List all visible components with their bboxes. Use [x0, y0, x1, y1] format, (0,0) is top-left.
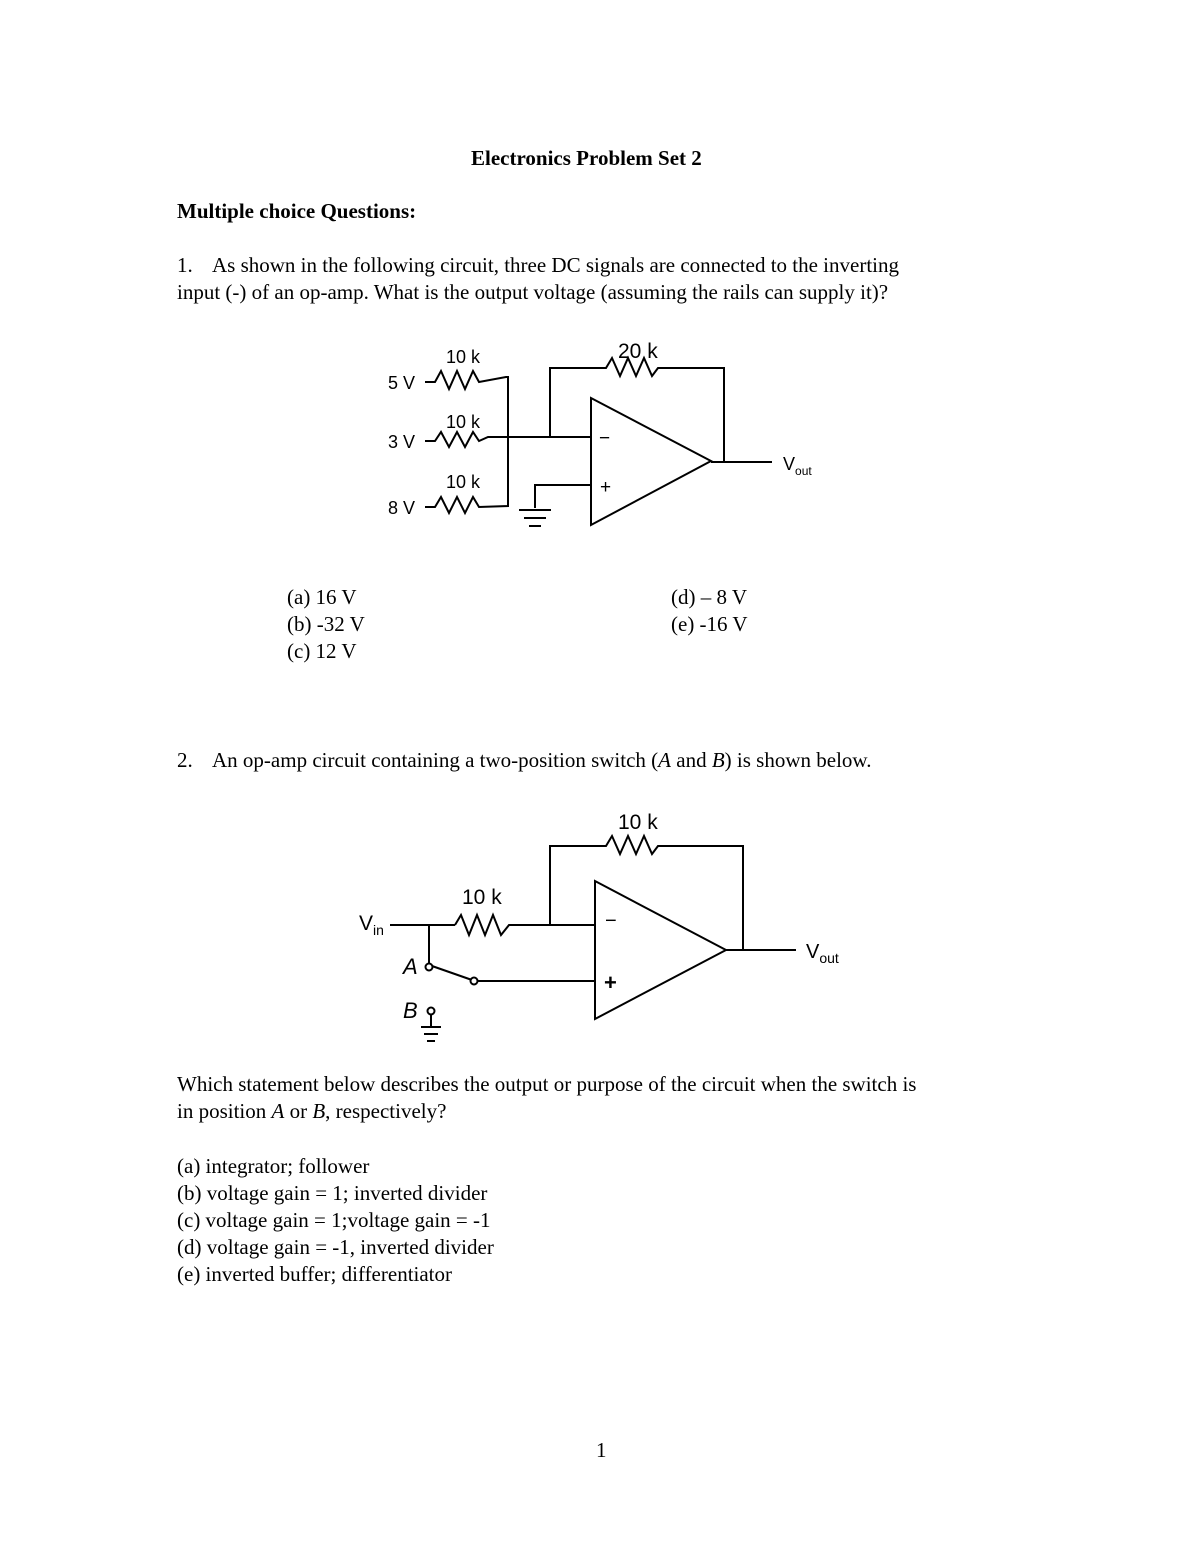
q2-rin-label: 10 k [462, 886, 502, 909]
q2-plus-sign: + [604, 970, 617, 995]
q1-rf-label: 20 k [618, 340, 658, 363]
q2-minus-sign: − [605, 910, 617, 932]
q2-text: An op-amp circuit containing a two-position switch (A and B) is shown below. [212, 748, 872, 772]
q2-option-e[interactable]: (e) inverted buffer; differentiator [177, 1262, 453, 1286]
q2-op-amp [595, 881, 726, 1019]
section-heading: Multiple choice Questions: [177, 199, 417, 223]
q2-feedback-resistor [550, 836, 743, 950]
q1-v1-label: 5 V [388, 373, 416, 393]
q2-input-resistor [455, 915, 550, 935]
q2-switch-b-label: B [403, 998, 418, 1023]
q2-question-line2: in position A or B, respectively? [177, 1099, 447, 1123]
page-number: 1 [596, 1438, 607, 1462]
q2-switch-a-label: A [403, 954, 418, 979]
q1-vout-label: $V_{out}$ [783, 454, 812, 478]
q1-v2-label: 3 V [388, 432, 416, 452]
q1-minus-sign: − [599, 428, 611, 449]
q2-ground-symbol [421, 1027, 441, 1041]
q1-option-d[interactable]: (d) – 8 V [671, 585, 748, 609]
q2-vin-label: $V_{in}$ [359, 912, 384, 938]
q2-number: 2. [177, 748, 193, 772]
q2-vout-label: $V_{out}$ [806, 941, 839, 966]
q2-option-c[interactable]: (c) voltage gain = 1;voltage gain = -1 [177, 1208, 491, 1232]
q2-option-d[interactable]: (d) voltage gain = -1, inverted divider [177, 1235, 494, 1259]
q2-rf-label: 10 k [618, 811, 658, 834]
q1-r2-label: 10 k [446, 412, 481, 432]
q1-option-a[interactable]: (a) 16 V [287, 585, 357, 609]
q1-option-e[interactable]: (e) -16 V [671, 612, 748, 636]
q1-number: 1. [177, 253, 193, 277]
q2-option-b[interactable]: (b) voltage gain = 1; inverted divider [177, 1181, 488, 1205]
q1-v3-label: 8 V [388, 498, 416, 518]
q2-question-line1: Which statement below describes the output or purpose of the circuit when the switch is [177, 1072, 917, 1096]
q2-switch[interactable] [426, 964, 478, 985]
q1-r3-label: 10 k [446, 472, 481, 492]
q1-plus-sign: + [600, 477, 612, 498]
q1-option-c[interactable]: (c) 12 V [287, 639, 357, 663]
q1-text-line1: As shown in the following circuit, three DC signals are connected to the inverting [212, 253, 900, 277]
page-title: Electronics Problem Set 2 [471, 146, 702, 170]
q1-option-b[interactable]: (b) -32 V [287, 612, 365, 636]
q1-r1-label: 10 k [446, 347, 481, 367]
q1-text-line2: input (-) of an op-amp. What is the output voltage (assuming the rails can supply it)? [177, 280, 889, 304]
q2-option-a[interactable]: (a) integrator; follower [177, 1154, 370, 1178]
